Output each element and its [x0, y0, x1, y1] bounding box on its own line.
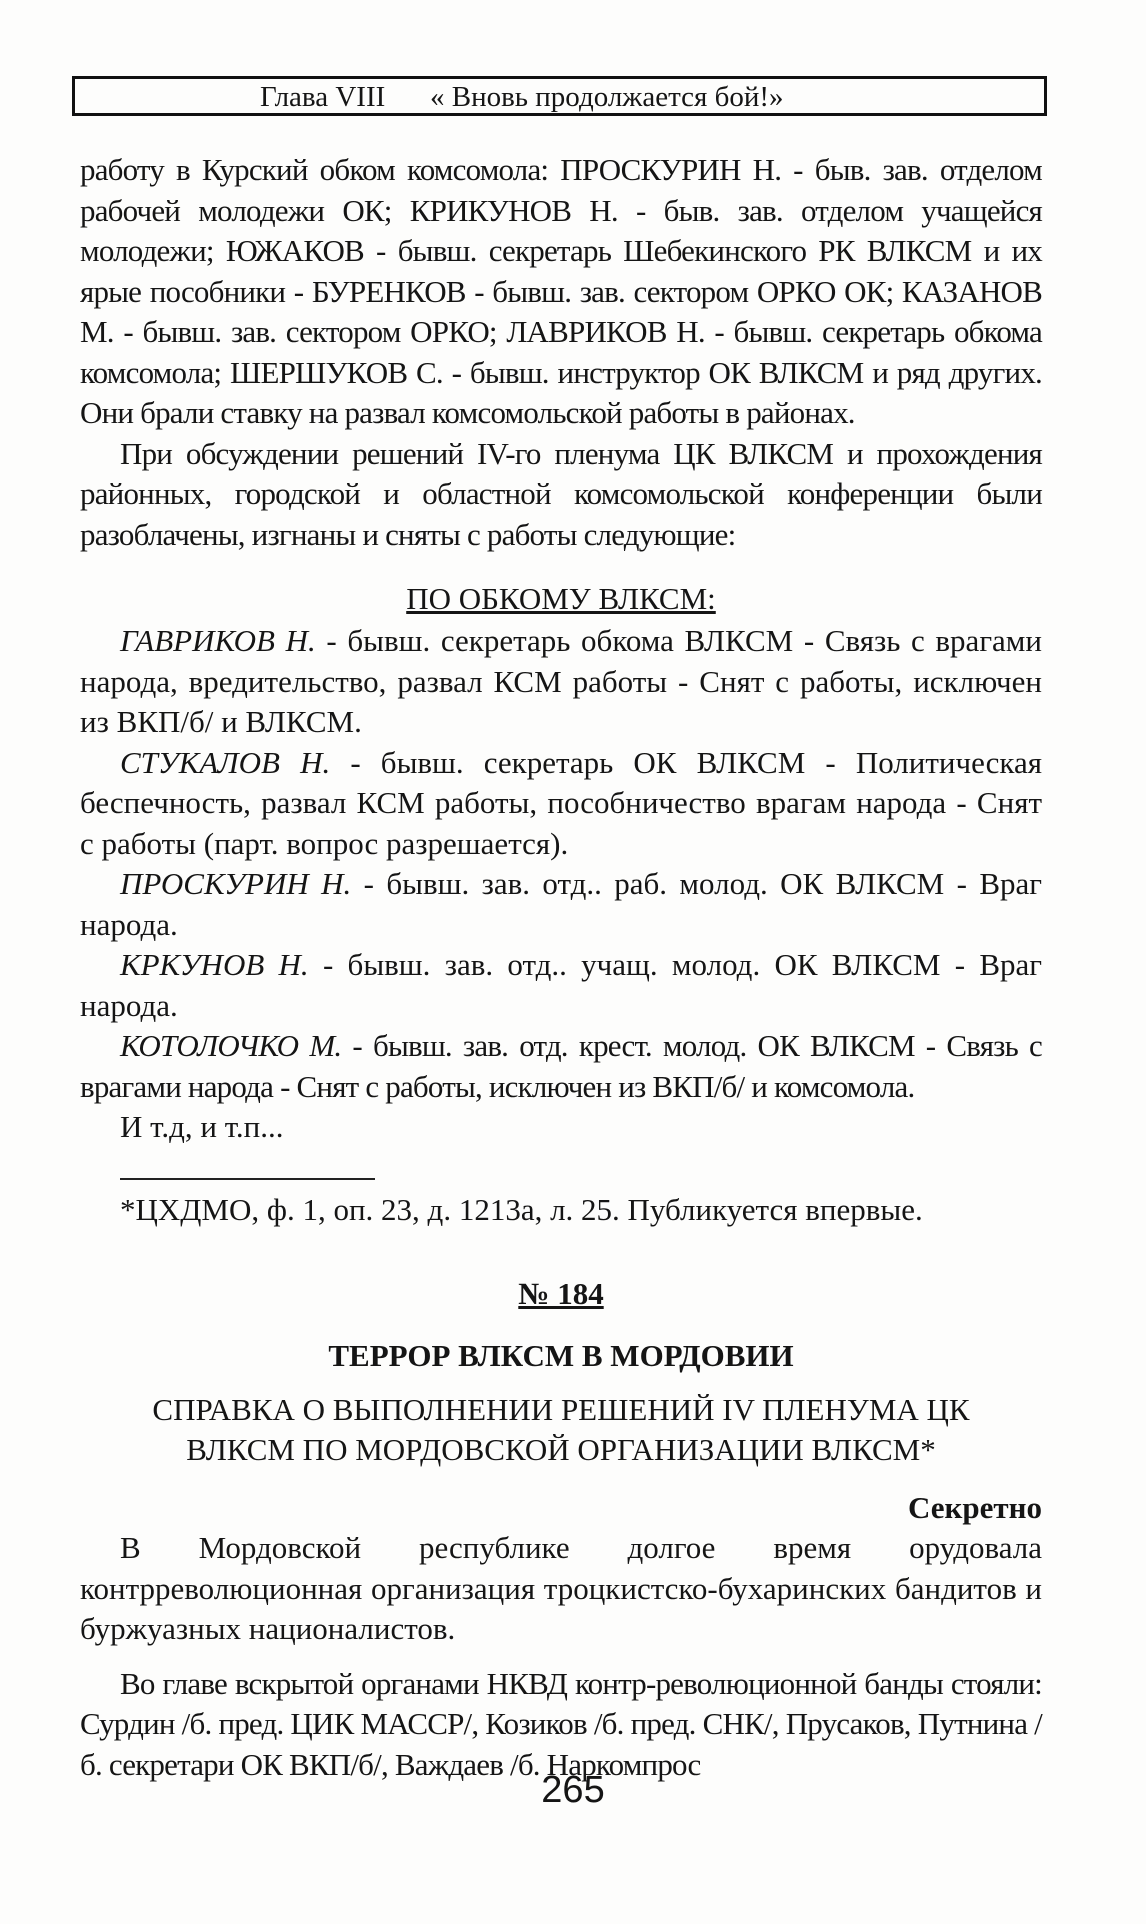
- list-item: [80, 864, 1042, 945]
- entry-name: ПРОСКУРИН Н.: [120, 866, 352, 901]
- chapter-title: « Вновь продолжается бой!»: [430, 81, 784, 113]
- document-title: ТЕРРОР ВЛКСМ В МОРДОВИИ: [328, 1338, 794, 1373]
- paragraph: И т.д, и т.п...: [120, 1109, 284, 1144]
- footnote-divider: [120, 1178, 375, 1180]
- entry-text: - бывш. секретарь ОК ВЛКСМ - Политическая беспечность, развал КСМ работы, пособничество врагам народа - Снят с работы (парт. вопрос разрешается).: [80, 744, 1042, 861]
- list-item: [80, 945, 1042, 1026]
- entry-name: СТУКАЛОВ Н.: [120, 744, 331, 780]
- paragraph: В Мордовской республике долгое время орудовала контрреволюционная организация троцкистско-бухаринских бандитов и буржуазных националистов.: [80, 1530, 1042, 1646]
- list-item: [80, 621, 1042, 743]
- document-subtitle: СПРАВКА О ВЫПОЛНЕНИИ РЕШЕНИЙ IV ПЛЕНУМА ЦК ВЛКСМ ПО МОРДОВСКОЙ ОРГАНИЗАЦИИ ВЛКСМ*: [152, 1392, 970, 1467]
- running-header: [72, 76, 1047, 116]
- footnote: *ЦХДМО, ф. 1, оп. 23, д. 1213а, л. 25. Публикуется впервые.: [120, 1191, 923, 1227]
- document-number: № 184: [518, 1276, 604, 1311]
- list-item: [80, 743, 1042, 865]
- page-content: [80, 150, 1042, 1785]
- entry-text: - бывш. секретарь обкома ВЛКСМ - Связь с врагами народа, вредительство, развал КСМ работы - Снят с работы, исключен из ВКП/б/ и ВЛКСМ.: [80, 623, 1043, 739]
- entry-text: - бывш. зав. отд.. учащ. молод. ОК ВЛКСМ - Враг народа.: [80, 947, 1043, 1023]
- list-item: [80, 1026, 1042, 1107]
- paragraph: При обсуждении решений IV-го пленума ЦК ВЛКСМ и прохождения районных, городской и областной комсомольской конференции были разоблачены, изгнаны и сняты с работы следующие:: [80, 435, 1042, 552]
- classification-label: Секретно: [908, 1490, 1042, 1525]
- entry-name: КРКУНОВ Н.: [120, 947, 309, 982]
- entry-name: ГАВРИКОВ Н.: [120, 623, 316, 658]
- chapter-label: Глава VIII: [260, 81, 386, 113]
- entry-name: КОТОЛОЧКО М.: [120, 1028, 342, 1063]
- entry-text: - бывш. зав. отд. крест. молод. ОК ВЛКСМ - Связь с врагами народа - Снят с работы, исключен из ВКП/б/ и комсомола.: [80, 1028, 1042, 1104]
- section-heading: ПО ОБКОМУ ВЛКСМ:: [406, 581, 716, 616]
- paragraph: работу в Курский обком комсомола: ПРОСКУРИН Н. - быв. зав. отделом рабочей молодежи ОК; КРИКУНОВ Н. - быв. зав. отделом учащейся молодежи; ЮЖАКОВ - бывш. секретарь Шебекинского РК ВЛКСМ и их ярые пособники - БУРЕНКОВ - бывш. зав. сектором ОРКО ОК; КАЗАНОВ М. - бывш. зав. сектором ОРКО; ЛАВРИКОВ Н. - бывш. секретарь обкома комсомола; ШЕРШУКОВ С. - бывш. инструктор ОК ВЛКСМ и ряд других. Они брали ставку на развал комсомольской работы в районах.: [80, 152, 1042, 430]
- page-number: 265: [541, 1769, 605, 1811]
- entry-text: - бывш. зав. отд.. раб. молод. ОК ВЛКСМ - Враг народа.: [80, 866, 1042, 942]
- paragraph: Во главе вскрытой органами НКВД контр-революционной банды стояли: Сурдин /б. пред. ЦИК МАССР/, Козиков /б. пред. СНК/, Прусаков, Путнина /б. секретари ОК ВКП/б/, Важдаев /б. Наркомпрос: [80, 1665, 1042, 1782]
